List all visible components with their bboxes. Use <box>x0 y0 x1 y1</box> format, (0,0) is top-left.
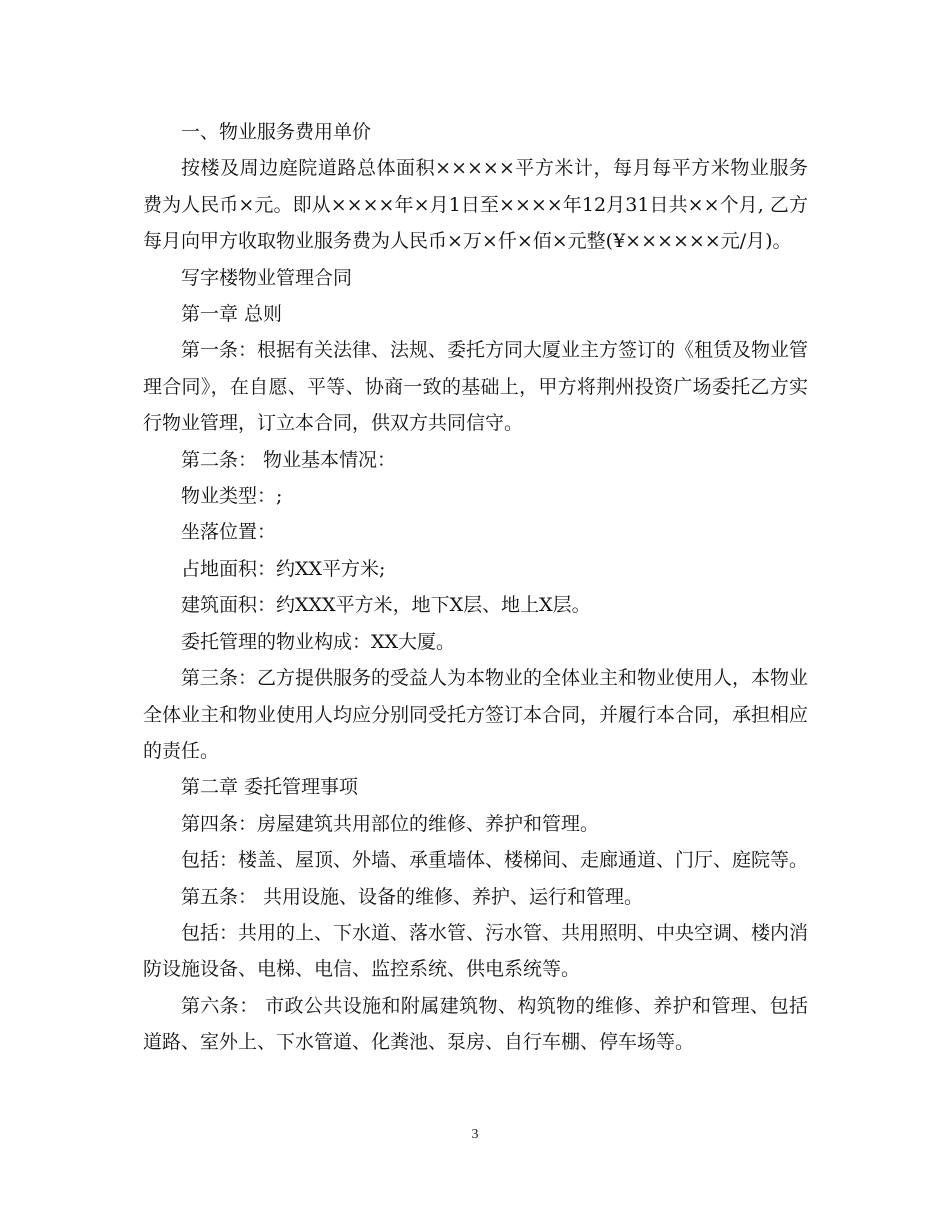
managed-property-composition: 委托管理的物业构成：XX大厦。 <box>181 630 456 653</box>
article-4: 第四条：房屋建筑共用部位的维修、养护和管理。 <box>181 812 600 835</box>
article-2: 第二条： 物业基本情况： <box>181 448 397 471</box>
chapter-heading-managed-matters: 第二章 委托管理事项 <box>181 776 359 799</box>
article-6: 第六条： 市政公共设施和附属建筑物、构筑物的维修、养护和管理、包括道路、室外上、下水管道、化粪池、泵房、自行车棚、停车场等。 <box>143 994 808 1054</box>
land-area: 占地面积：约XX平方米; <box>181 557 386 580</box>
property-location: 坐落位置： <box>181 521 277 544</box>
building-area: 建筑面积：约XXX平方米，地下X层、地上X层。 <box>181 594 591 617</box>
article-5: 第五条： 共用设施、设备的维修、养护、运行和管理。 <box>181 885 644 908</box>
article-4-includes: 包括：楼盖、屋顶、外墙、承重墙体、楼梯间、走廊通道、门厅、庭院等。 <box>181 849 809 872</box>
article-3: 第三条：乙方提供服务的受益人为本物业的全体业主和物业使用人，本物业全体业主和物业使用人均应分别同受托方签订本合同，并履行本合同，承担相应的责任。 <box>143 667 809 762</box>
contract-title: 写字楼物业管理合同 <box>181 266 353 289</box>
section-heading-fee-unit-price: 一、物业服务费用单价 <box>181 121 372 143</box>
paragraph-fee-calculation: 按楼及周边庭院道路总体面积×××××平方米计，每月每平方米物业服务费为人民币×元。即从××××年×月1日至××××年12月31日共××个月, 乙方每月向甲方收取物业服务费为人民币×万×仟×佰×元整(¥××××××元/月)。 <box>143 157 808 253</box>
page-number: 3 <box>471 1127 479 1142</box>
property-type: 物业类型：; <box>181 485 283 508</box>
document-body <box>143 114 808 1061</box>
chapter-heading-general: 第一章 总则 <box>181 303 283 326</box>
article-5-includes: 包括：共用的上、下水道、落水管、污水管、共用照明、中央空调、楼内消防设施设备、电梯、电信、监控系统、供电系统等。 <box>143 921 809 981</box>
article-1: 第一条：根据有关法律、法规、委托方同大厦业主方签订的《租赁及物业管理合同》，在自愿、平等、协商一致的基础上，甲方将荆州投资广场委托乙方实行物业管理，订立本合同，供双方共同信守。 <box>143 339 809 435</box>
